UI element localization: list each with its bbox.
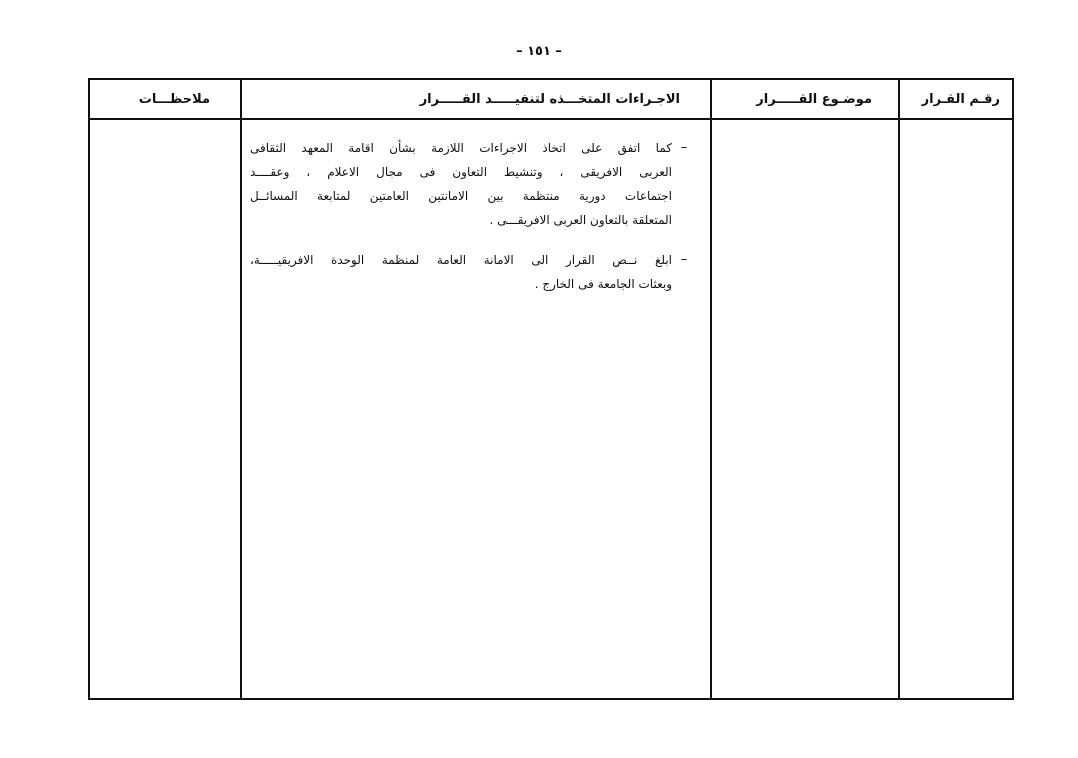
bullet-dash: – bbox=[680, 140, 688, 155]
action-line: اجتماعات دورية منتظمة بين الامانتين العامتين لمتابعة المسائــل bbox=[250, 189, 672, 203]
actions-cell bbox=[242, 136, 710, 312]
column-divider-actions bbox=[710, 80, 712, 698]
action-line: المتعلقة بالتعاون العربى الافريقـــى . bbox=[489, 213, 672, 227]
action-line: العربى الافريقى ، وتنشيط التعاون فى مجال الاعلام ، وعقــــد bbox=[250, 165, 672, 179]
column-divider-subject bbox=[898, 80, 900, 698]
header-actions-taken: الاجـراءات المتخـــذه لتنفيـــــد القـــــرار bbox=[419, 92, 680, 107]
action-item bbox=[250, 136, 696, 232]
header-divider bbox=[90, 118, 1012, 120]
header-decision-number: رقـم القـرار bbox=[921, 92, 1000, 107]
action-line: وبعثات الجامعة فى الخارج . bbox=[534, 277, 672, 291]
header-notes: ملاحظـــات bbox=[138, 92, 210, 107]
action-text bbox=[250, 136, 672, 232]
bullet-dash: – bbox=[680, 252, 688, 267]
header-decision-subject: موضـوع القـــــرار bbox=[756, 92, 872, 107]
action-text bbox=[250, 248, 672, 296]
decisions-table bbox=[88, 78, 1014, 700]
action-line: كما اتفق على اتخاذ الاجراءات اللازمة بشأن اقامة المعهد الثقافى bbox=[250, 141, 672, 155]
action-line: ابلغ نــص القرار الى الامانة العامة لمنظمة الوحدة الافريقيـــــة، bbox=[250, 253, 672, 267]
page-number: – ١٥١ – bbox=[516, 44, 562, 59]
action-item bbox=[250, 248, 696, 296]
